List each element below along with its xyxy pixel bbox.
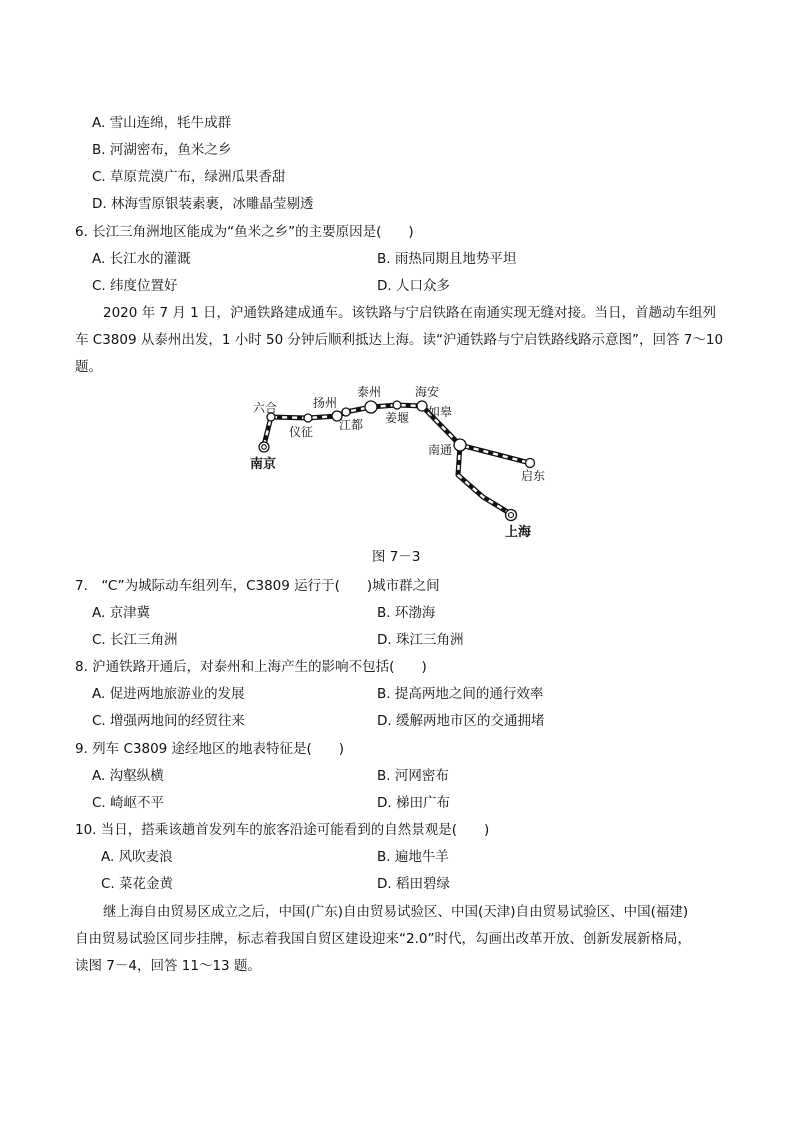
passage2-line2: 自由贸易试验区同步挂牌，标志着我国自贸区建设迎来“2.0”时代，勾画出改革开放、创新发展新格局， (75, 931, 691, 947)
label-rugao: 如皋 (428, 405, 453, 419)
q10-option-a: A. 风吹麦浪 (101, 849, 173, 865)
q7-option-b: B. 环渤海 (377, 605, 436, 621)
q8-stem: 8. 沪通铁路开通后，对泰州和上海产生的影响不包括( ) (75, 659, 427, 675)
q6-stem: 6. 长江三角洲地区能成为“鱼米之乡”的主要原因是( ) (75, 224, 414, 240)
q10-option-d: D. 稻田碧绿 (377, 876, 450, 892)
label-yangzhou: 扬州 (313, 396, 338, 410)
q9-stem: 9. 列车 C3809 途经地区的地表特征是( ) (75, 741, 345, 757)
figure-caption: 图 7－3 (372, 549, 421, 565)
label-nantong: 南通 (428, 443, 453, 457)
q7-stem: 7. “C”为城际动车组列车，C3809 运行于( )城市群之间 (75, 578, 440, 594)
q9-option-d: D. 梯田广布 (377, 795, 450, 811)
station-marker-nantong (454, 439, 466, 451)
label-nanjing: 南京 (250, 457, 277, 472)
q10-stem: 10. 当日，搭乘该趟首发列车的旅客沿途可能看到的自然景观是( ) (75, 822, 490, 838)
station-marker-jiangyan (393, 401, 401, 409)
q10-option-b: B. 遍地牛羊 (377, 849, 449, 865)
station-marker-haian (417, 401, 427, 411)
label-haian: 海安 (415, 385, 440, 399)
railway-map (240, 380, 570, 545)
q10-option-c: C. 菜花金黄 (101, 876, 174, 892)
q5-option-b: B. 河湖密布，鱼米之乡 (92, 142, 232, 158)
station-marker-jiangdu (342, 408, 350, 416)
passage2-line3: 读图 7－4，回答 11～13 题。 (75, 958, 261, 974)
q5-option-d: D. 林海雪原银装素裹，冰雕晶莹剔透 (92, 196, 314, 212)
q8-option-d: D. 缓解两地市区的交通拥堵 (377, 713, 545, 729)
label-jiangyan: 姜堰 (385, 411, 410, 425)
q7-option-c: C. 长江三角洲 (92, 632, 178, 648)
q7-option-d: D. 珠江三角洲 (377, 632, 464, 648)
q8-option-c: C. 增强两地间的经贸往来 (92, 713, 246, 729)
q6-option-a: A. 长江水的灌溉 (92, 251, 191, 267)
passage1-line2: 车 C3809 从泰州出发，1 小时 50 分钟后顺利抵达上海。读“沪通铁路与宁启铁路线路示意图”，回答 7～10 (75, 332, 724, 348)
label-yizheng: 仪征 (289, 425, 314, 439)
label-shanghai: 上海 (505, 525, 532, 540)
q6-option-c: C. 纬度位置好 (92, 278, 178, 294)
passage1-line3: 题。 (75, 359, 102, 375)
q6-option-b: B. 雨热同期且地势平坦 (377, 251, 517, 267)
label-taizhou: 泰州 (357, 385, 382, 399)
q9-option-a: A. 沟壑纵横 (92, 768, 164, 784)
q8-option-b: B. 提高两地之间的通行效率 (377, 686, 544, 702)
label-liuhe: 六合 (253, 401, 278, 415)
station-marker-yizheng (304, 414, 312, 422)
label-jiangdu: 江都 (339, 418, 364, 432)
station-marker-qidong (526, 459, 535, 468)
q9-option-b: B. 河网密布 (377, 768, 449, 784)
station-marker-taizhou (365, 401, 377, 413)
passage2-line1: 继上海自由贸易区成立之后，中国(广东)自由贸易试验区、中国(天津)自由贸易试验区、中国(福建) (103, 904, 689, 920)
q8-option-a: A. 促进两地旅游业的发展 (92, 686, 245, 702)
q7-option-a: A. 京津冀 (92, 605, 151, 621)
q6-option-d: D. 人口众多 (377, 278, 450, 294)
q9-option-c: C. 崎岖不平 (92, 795, 165, 811)
label-qidong: 启东 (521, 469, 546, 483)
passage1-line1: 2020 年 7 月 1 日，沪通铁路建成通车。该铁路与宁启铁路在南通实现无缝对接。当日，首趟动车组列 (103, 305, 716, 321)
q5-option-a: A. 雪山连绵，牦牛成群 (92, 115, 232, 131)
q5-option-c: C. 草原荒漠广布，绿洲瓜果香甜 (92, 169, 286, 185)
